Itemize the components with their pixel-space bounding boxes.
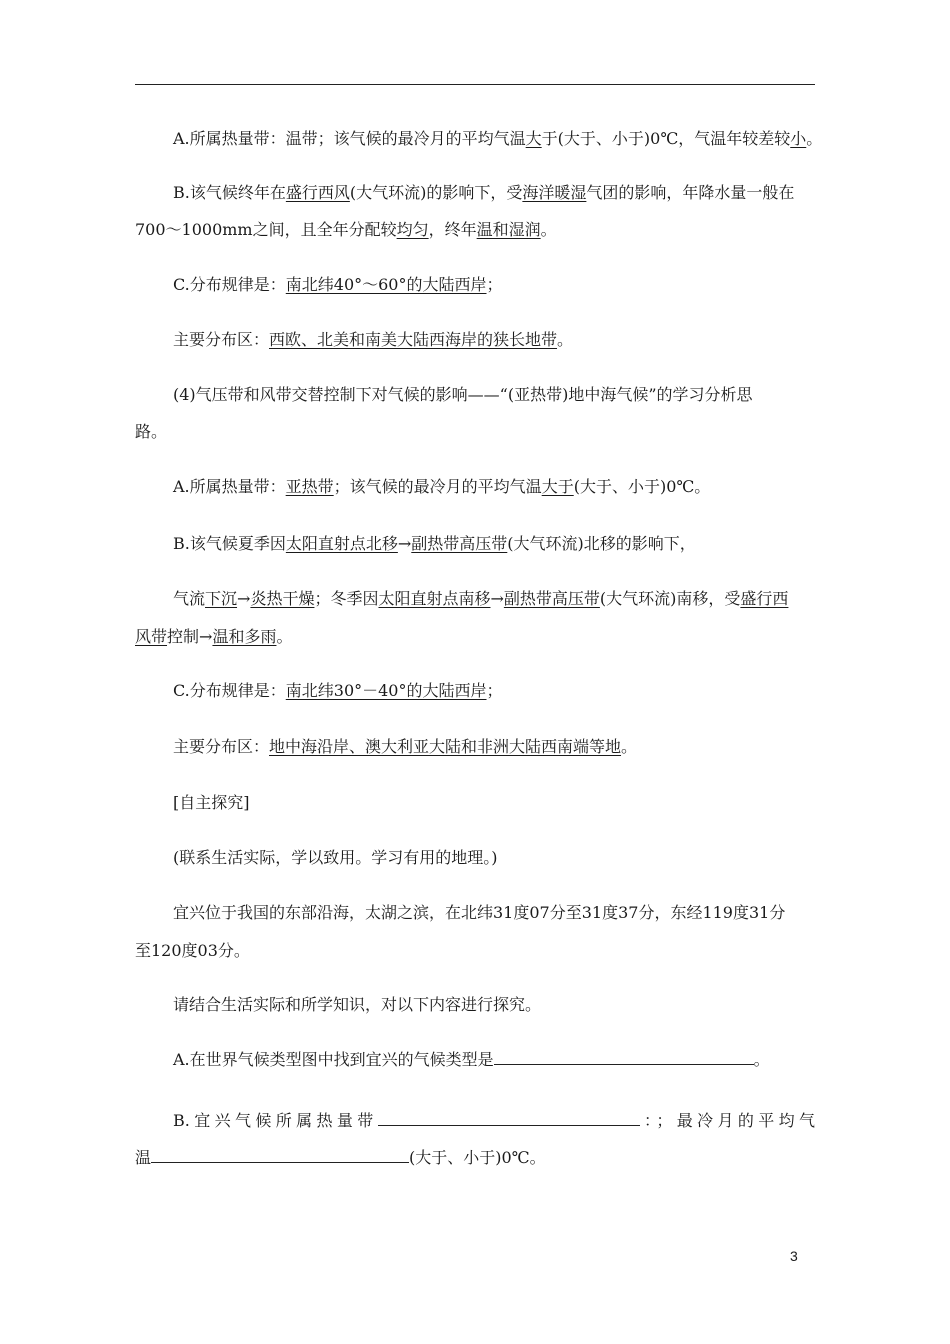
text: ；该气候的最冷月的平均气温 xyxy=(333,477,542,496)
text: C.分布规律是： xyxy=(173,275,286,294)
text: (大气环流)南移，受 xyxy=(599,589,741,608)
paragraph-mediterranean-intro-line2: 路。 xyxy=(135,422,168,441)
page-number: 3 xyxy=(790,1248,798,1264)
arrow: → xyxy=(490,589,504,608)
paragraph-mediterranean-intro-line1: (4)气压带和风带交替控制下对气候的影响——“(亚热带)地中海气候”的学习分析思 xyxy=(173,385,753,404)
text: 。 xyxy=(753,1050,770,1069)
text: 。 xyxy=(276,627,293,646)
text: B.该气候终年在 xyxy=(173,183,286,202)
text: A.所属热量带：温带；该气候的最冷月的平均气温 xyxy=(173,129,526,148)
arrow: → xyxy=(237,589,251,608)
answer: 大 xyxy=(525,129,542,148)
answer: 地中海沿岸、澳大利亚大陆和非洲大陆西南端等地 xyxy=(269,737,622,756)
paragraph-main-area-1 xyxy=(135,325,853,355)
paragraph-distribution-rule-2 xyxy=(135,676,853,706)
paragraph-westerlies-line1 xyxy=(135,178,853,208)
text: B.宜兴气候所属热量带 xyxy=(173,1111,378,1130)
paragraph-instructions: 请结合生活实际和所学知识，对以下内容进行探究。 xyxy=(173,995,542,1014)
answer-blank[interactable] xyxy=(378,1107,640,1126)
text: 主要分布区： xyxy=(173,330,270,349)
paragraph-seasonal-line2 xyxy=(135,622,815,652)
paragraph-subtropical-zone xyxy=(135,472,853,502)
answer: 海洋暖湿 xyxy=(522,183,587,202)
answer: 亚热带 xyxy=(285,477,334,496)
answer: 太阳直射点北移 xyxy=(285,534,398,553)
question-a xyxy=(135,1045,853,1075)
question-b-line2 xyxy=(135,1143,815,1173)
text: 气团的影响，年降水量一般在 xyxy=(586,183,795,202)
text: (大气环流)北移的影响下， xyxy=(507,534,696,553)
text: 主要分布区： xyxy=(173,737,270,756)
text: 温 xyxy=(135,1148,152,1167)
text: C.分布规律是： xyxy=(173,681,286,700)
paragraph-temperate-zone xyxy=(135,124,853,154)
answer: 风带 xyxy=(135,627,168,646)
answer-blank[interactable] xyxy=(494,1046,754,1065)
answer: 太阳直射点南移 xyxy=(378,589,491,608)
answer: 南北纬40°～60°的大陆西岸 xyxy=(285,275,487,294)
paragraph-westerlies-line2 xyxy=(135,215,815,245)
section-heading: [自主探究] xyxy=(173,793,250,812)
text: 。 xyxy=(621,737,638,756)
paragraph-yixing-location-line1: 宜兴位于我国的东部沿海，太湖之滨，在北纬31度07分至31度37分，东经119度31分 xyxy=(173,903,786,922)
paragraph-seasonal-line1 xyxy=(135,584,853,614)
text: 于(大于、小于)0℃，气温年较差较 xyxy=(541,129,791,148)
answer: 副热带高压带 xyxy=(411,534,508,553)
answer: 盛行西 xyxy=(740,589,789,608)
paragraph-distribution-rule-1 xyxy=(135,270,853,300)
text: A.所属热量带： xyxy=(173,477,286,496)
text: (大于、小于)0℃。 xyxy=(409,1148,546,1167)
paragraph-yixing-location-line2: 至120度03分。 xyxy=(135,941,250,960)
answer-blank[interactable] xyxy=(151,1144,409,1163)
note-text: (联系生活实际，学以致用。学习有用的地理。) xyxy=(173,848,498,867)
text: (大于、小于)0℃。 xyxy=(573,477,711,496)
arrow: → xyxy=(397,534,412,553)
text: 。 xyxy=(806,129,823,148)
answer: 均匀 xyxy=(396,220,429,239)
text: (大气环流)的影响下，受 xyxy=(349,183,523,202)
answer: 温和多雨 xyxy=(212,627,277,646)
answer: 大于 xyxy=(541,477,574,496)
answer: 炎热干燥 xyxy=(250,589,315,608)
text: 气流 xyxy=(173,589,206,608)
answer: 下沉 xyxy=(205,589,238,608)
text: ； xyxy=(486,681,503,700)
text: ；冬季因 xyxy=(314,589,379,608)
text: 控制→ xyxy=(167,627,213,646)
answer: 西欧、北美和南美大陆西海岸的狭长地带 xyxy=(269,330,558,349)
answer: 温和湿润 xyxy=(476,220,541,239)
answer: 盛行西风 xyxy=(285,183,350,202)
text: ，终年 xyxy=(428,220,477,239)
question-b-line1 xyxy=(135,1106,815,1136)
text: B.该气候夏季因 xyxy=(173,534,286,553)
text: 700～1000mm之间，且全年分配较 xyxy=(135,220,397,239)
paragraph-main-area-2 xyxy=(135,732,853,762)
answer: 副热带高压带 xyxy=(503,589,600,608)
answer: 小 xyxy=(790,129,807,148)
text: ； xyxy=(486,275,503,294)
text: ：；最冷月的平均气 xyxy=(639,1111,815,1130)
text: A.在世界气候类型图中找到宜兴的气候类型是 xyxy=(173,1050,494,1069)
header-rule xyxy=(135,84,815,85)
text: 。 xyxy=(540,220,557,239)
paragraph-summer-mechanism xyxy=(135,529,853,559)
answer: 南北纬30°－40°的大陆西岸 xyxy=(285,681,487,700)
text: 。 xyxy=(557,330,574,349)
